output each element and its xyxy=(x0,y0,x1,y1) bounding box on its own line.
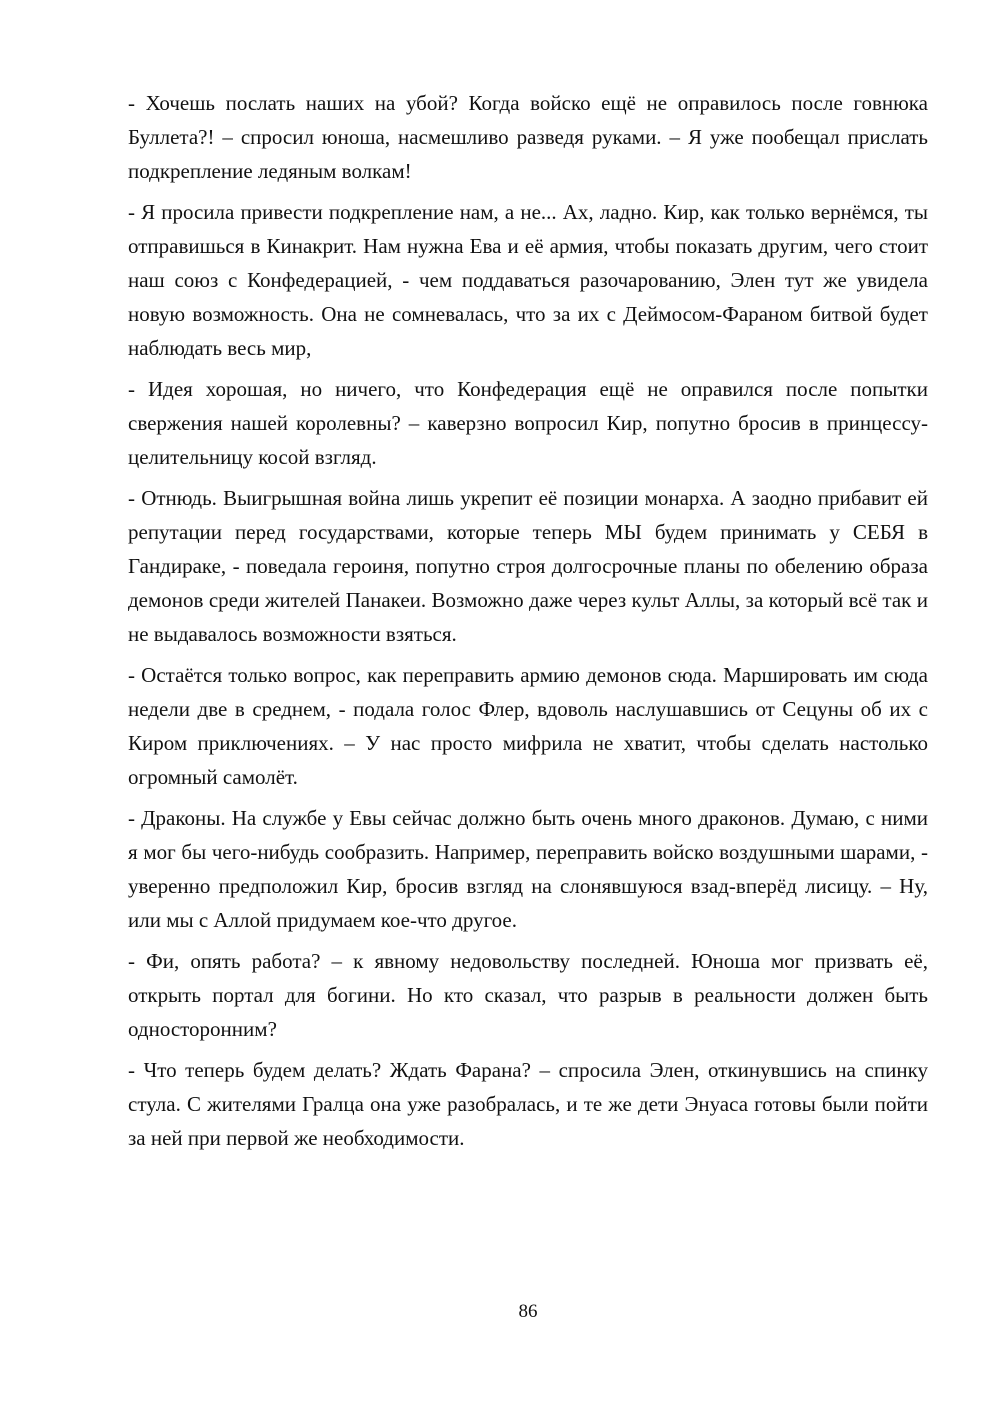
paragraph-4: - Отнюдь. Выигрышная война лишь укрепит её позиции монарха. А заодно прибавит ей репутации перед государствами, которые теперь МЫ будем принимать у СЕБЯ в Гандираке, - поведала героиня, попутно строя долгосрочные планы по обелению образа демонов среди жителей Панакеи. Возможно даже через культ Аллы, за который всё так и не выдавалось возможности взяться. xyxy=(128,486,928,646)
paragraph-3: - Идея хорошая, но ничего, что Конфедерация ещё не оправился после попытки свержения нашей королевны? – каверзно вопросил Кир, попутно бросив в принцессу-целительницу косой взгляд. xyxy=(128,377,928,469)
paragraph-6: - Драконы. На службе у Евы сейчас должно быть очень много драконов. Думаю, с ними я мог бы чего-нибудь сообразить. Например, переправить войско воздушными шарами, - уверенно предположил Кир, бросив взгляд на слонявшуюся взад-вперёд лисицу. – Ну, или мы с Аллой придумаем кое-что другое. xyxy=(128,806,928,932)
page-number: 86 xyxy=(518,1301,538,1322)
paragraph-8: - Что теперь будем делать? Ждать Фарана? – спросила Элен, откинувшись на спинку стула. С жителями Гралца она уже разобралась, и те же дети Энуаса готовы были пойти за ней при первой же необходимости. xyxy=(128,1058,928,1150)
page-text-block xyxy=(128,86,928,1162)
paragraph-2: - Я просила привести подкрепление нам, а не... Ах, ладно. Кир, как только вернёмся, ты отправишься в Кинакрит. Нам нужна Ева и её армия, чтобы показать другим, чего стоит наш союз с Конфедерацией, - чем поддаваться разочарованию, Элен тут же увидела новую возможность. Она не сомневалась, что за их с Деймосом-Фараном битвой будет наблюдать весь мир, xyxy=(128,200,928,360)
paragraph-1: - Хочешь послать наших на убой? Когда войско ещё не оправилось после говнюка Буллета?! – спросил юноша, насмешливо разведя руками. – Я уже пообещал прислать подкрепление ледяным волкам! xyxy=(128,91,928,183)
paragraph-5: - Остаётся только вопрос, как переправить армию демонов сюда. Маршировать им сюда недели две в среднем, - подала голос Флер, вдоволь наслушавшись от Сецуны об их с Киром приключениях. – У нас просто мифрила не хватит, чтобы сделать настолько огромный самолёт. xyxy=(128,663,928,789)
paragraph-7: - Фи, опять работа? – к явному недовольству последней. Юноша мог призвать её, открыть портал для богини. Но кто сказал, что разрыв в реальности должен быть односторонним? xyxy=(128,949,928,1041)
page-footer xyxy=(128,1300,928,1324)
